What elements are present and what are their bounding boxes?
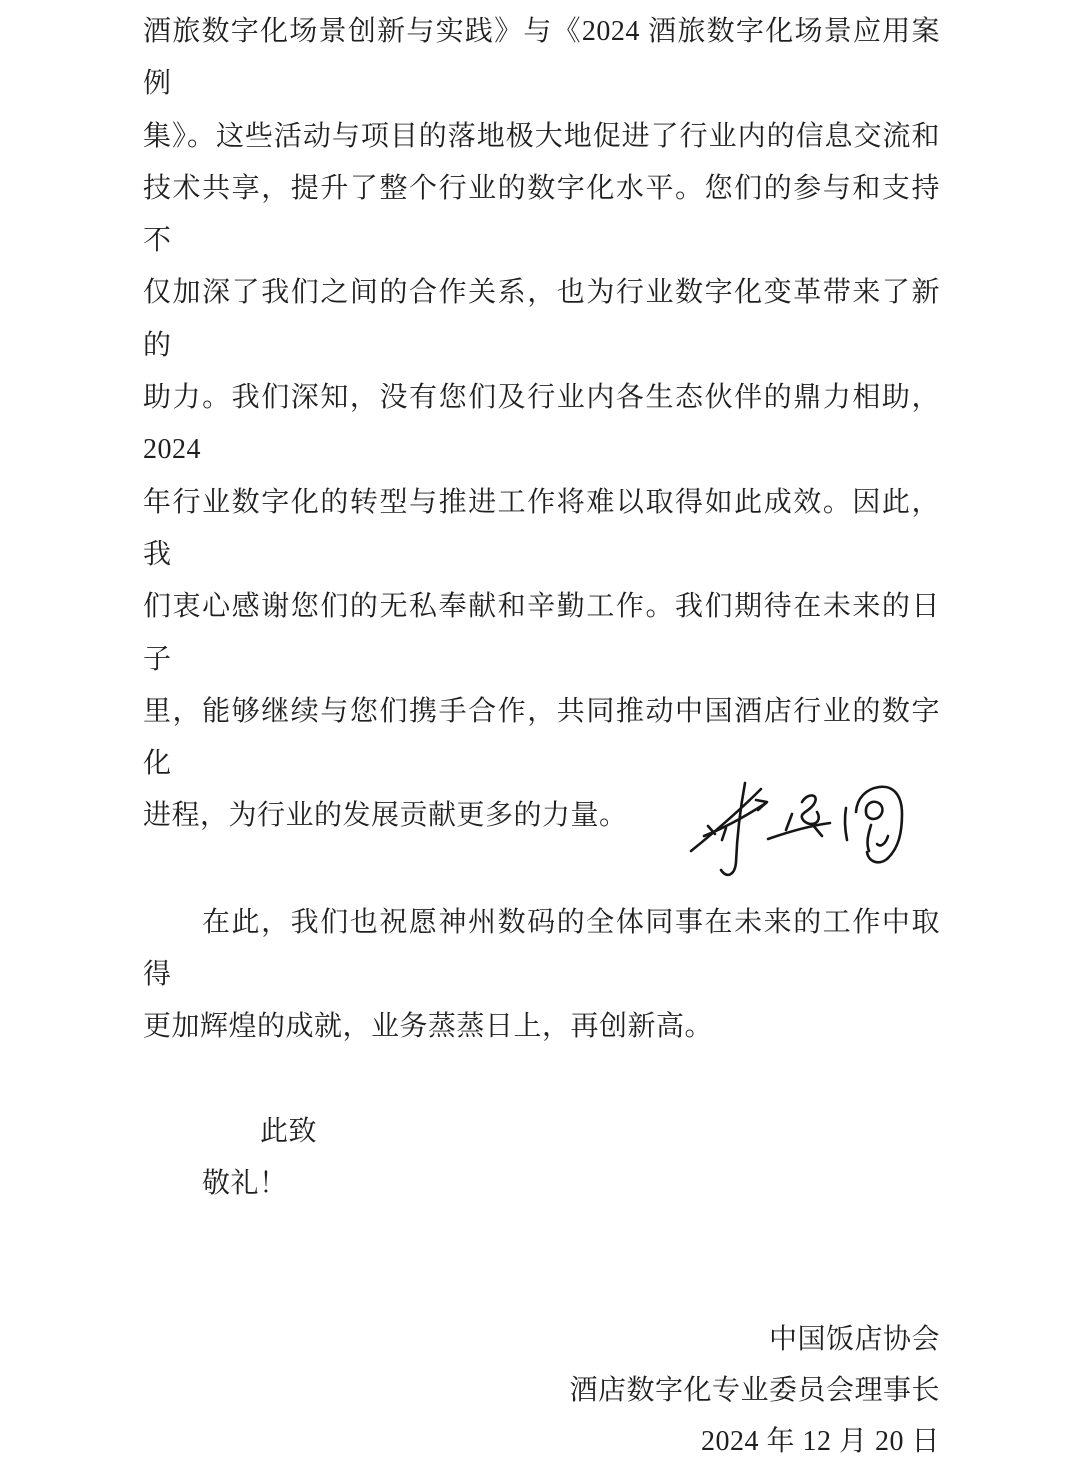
paragraph-1-line-9: 进程，为行业的发展贡献更多的力量。 [143, 800, 628, 832]
closing-salute: 此致 [260, 1115, 318, 1147]
paragraph-2-line-1: 在此，我们也祝愿神州数码的全体同事在未来的工作中取得 [143, 906, 940, 991]
paragraph-1-line-3: 技术共享，提升了整个行业的数字化水平。您们的参与和支持不 [143, 172, 940, 257]
signoff-organization: 中国饭店协会 [768, 1324, 940, 1356]
paragraph-1-line-8: 里，能够继续与您们携手合作，共同推动中国酒店行业的数字化 [143, 695, 940, 780]
paragraph-1-line-1: 酒旅数字化场景创新与实践》与《2024 酒旅数字化场景应用案例 [143, 16, 940, 100]
paragraph-1-line-2: 集》。这些活动与项目的落地极大地促进了行业内的信息交流和 [143, 120, 940, 152]
signature-icon [660, 772, 920, 902]
letter-body [143, 0, 940, 1467]
paragraph-2 [143, 897, 940, 1054]
closing-regards: 敬礼！ [202, 1167, 288, 1199]
paragraph-1-line-7: 们衷心感谢您们的无私奉献和辛勤工作。我们期待在未来的日子 [143, 591, 940, 675]
closing-block [143, 1106, 940, 1211]
paragraph-1-line-5: 助力。我们深知，没有您们及行业内各生态伙伴的鼎力相助，2024 [143, 382, 940, 466]
paragraph-1-line-4: 仅加深了我们之间的合作关系，也为行业数字化变革带来了新的 [143, 277, 940, 361]
signoff-title: 酒店数字化专业委员会理事长 [569, 1375, 940, 1407]
paragraph-1-line-6: 年行业数字化的转型与推进工作将难以取得如此成效。因此，我 [143, 486, 940, 570]
paragraph-1 [143, 6, 940, 843]
signoff-date: 2024 年 12 月 20 日 [700, 1426, 940, 1458]
paragraph-2-line-2: 更加辉煌的成就，业务蒸蒸日上，再创新高。 [143, 1011, 714, 1043]
handwritten-signature [660, 772, 920, 902]
signoff-block [143, 1314, 940, 1467]
